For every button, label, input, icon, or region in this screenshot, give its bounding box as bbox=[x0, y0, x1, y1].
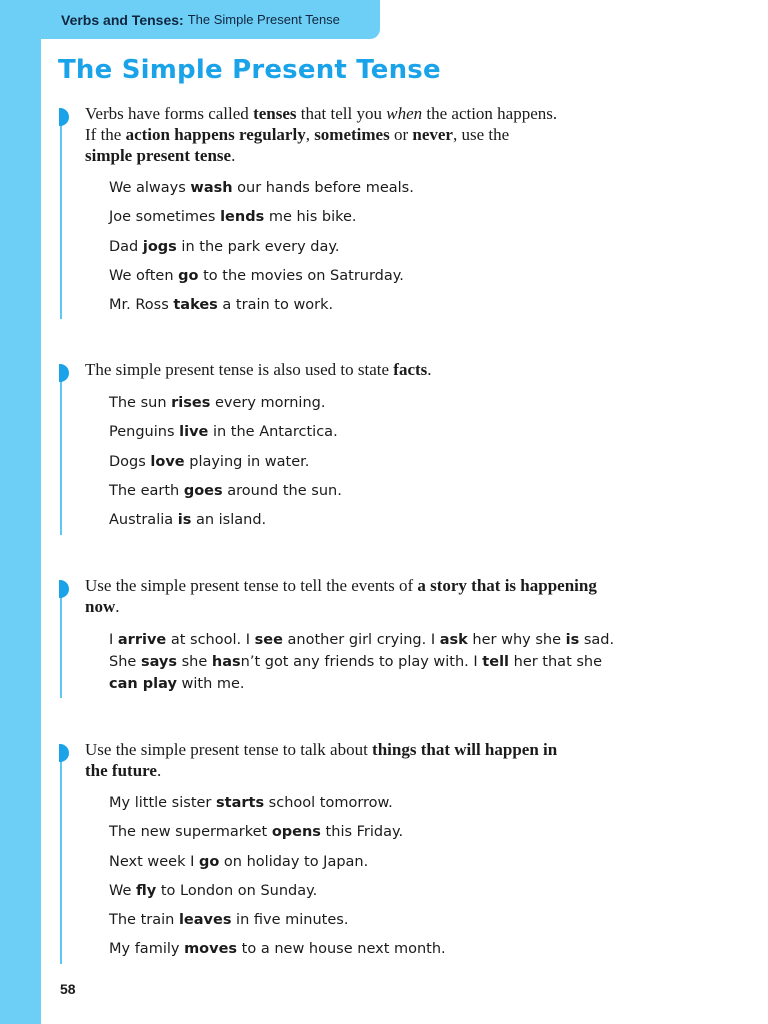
page-number: 58 bbox=[60, 981, 76, 997]
text-run: an island. bbox=[191, 512, 267, 529]
text-run: Australia bbox=[109, 512, 178, 529]
text-run: her why she bbox=[467, 632, 566, 648]
text-run: on holiday to Japan. bbox=[219, 853, 369, 870]
emphasis-text: arrive bbox=[117, 632, 167, 648]
section-rule bbox=[60, 749, 62, 964]
text-run: , bbox=[305, 125, 315, 144]
text-run: The simple present tense is also used to state bbox=[85, 360, 394, 379]
text-run: school tomorrow. bbox=[264, 795, 393, 811]
emphasis-text: facts bbox=[393, 360, 428, 379]
example-sentence bbox=[109, 789, 446, 818]
emphasis-text: go bbox=[178, 267, 199, 284]
text-run: she bbox=[177, 654, 212, 670]
section-story bbox=[58, 575, 708, 698]
text-run: We bbox=[109, 882, 137, 899]
section-intro bbox=[85, 575, 705, 617]
text-run: If the bbox=[85, 125, 126, 144]
emphasis-text: sometimes bbox=[314, 125, 390, 144]
text-run: Use the simple present tense to tell the events of bbox=[85, 576, 418, 595]
example-list bbox=[109, 389, 342, 535]
bullet-marker-icon bbox=[59, 364, 69, 382]
text-run: , use the bbox=[452, 125, 510, 144]
text-run: My family bbox=[109, 941, 185, 958]
text-run: her that she bbox=[509, 654, 603, 670]
text-run: Next week I bbox=[109, 853, 199, 870]
example-list bbox=[109, 789, 446, 965]
text-run: My little sister bbox=[109, 795, 217, 811]
section-future bbox=[58, 739, 708, 964]
emphasis-text: jogs bbox=[142, 238, 177, 255]
emphasis-text: is bbox=[177, 512, 192, 529]
text-run: The sun bbox=[109, 395, 172, 411]
example-sentence bbox=[109, 418, 342, 447]
section-rule bbox=[60, 585, 62, 698]
emphasis-text: wash bbox=[190, 180, 233, 196]
text-run: Dad bbox=[109, 238, 143, 255]
text-run: Verbs have forms called bbox=[85, 104, 254, 123]
text-run: I bbox=[109, 632, 118, 648]
chapter-topic: Verbs and Tenses: bbox=[61, 11, 184, 28]
text-run: We always bbox=[109, 180, 191, 196]
italic-text: when bbox=[386, 104, 423, 123]
emphasis-text: now bbox=[85, 597, 116, 616]
story-example bbox=[109, 629, 669, 695]
text-run: our hands before meals. bbox=[232, 180, 414, 196]
example-sentence bbox=[109, 906, 446, 935]
emphasis-text: can play bbox=[109, 676, 177, 692]
emphasis-text: is bbox=[565, 632, 580, 648]
emphasis-text: things that will happen in bbox=[372, 740, 558, 759]
text-run: this Friday. bbox=[320, 824, 404, 841]
text-run: in the park every day. bbox=[176, 238, 340, 255]
emphasis-text: tell bbox=[482, 654, 510, 670]
emphasis-text: see bbox=[254, 632, 283, 648]
text-run: Mr. Ross bbox=[109, 297, 174, 314]
text-run: to London on Sunday. bbox=[156, 882, 318, 899]
section-rule bbox=[60, 113, 62, 319]
example-sentence bbox=[109, 448, 342, 477]
example-sentence bbox=[109, 877, 446, 906]
text-run: The new supermarket bbox=[109, 824, 272, 841]
text-run: Dogs bbox=[109, 453, 151, 470]
text-run: in the Antarctica. bbox=[208, 424, 338, 441]
emphasis-text: opens bbox=[271, 824, 321, 841]
example-sentence bbox=[109, 174, 414, 203]
text-run: . bbox=[156, 761, 162, 780]
emphasis-text: tenses bbox=[253, 104, 297, 123]
bullet-marker-icon bbox=[59, 580, 69, 598]
bullet-marker-icon bbox=[59, 108, 69, 126]
example-sentence bbox=[109, 506, 342, 535]
emphasis-text: simple present tense bbox=[85, 146, 232, 165]
text-run: a train to work. bbox=[217, 297, 334, 314]
text-run: . bbox=[115, 597, 120, 616]
emphasis-text: goes bbox=[183, 482, 223, 499]
emphasis-text: rises bbox=[171, 395, 211, 411]
emphasis-text: go bbox=[198, 853, 220, 870]
text-run: the action happens. bbox=[422, 104, 558, 123]
chapter-subtopic: The Simple Present Tense bbox=[187, 12, 340, 27]
example-sentence bbox=[109, 233, 414, 262]
text-run: We often bbox=[109, 267, 179, 284]
emphasis-text: lends bbox=[220, 209, 265, 226]
text-run: every morning. bbox=[210, 395, 326, 411]
text-run: me his bike. bbox=[264, 209, 357, 226]
text-run: around the sun. bbox=[222, 482, 342, 499]
text-run: The train bbox=[109, 912, 179, 929]
example-sentence bbox=[109, 477, 342, 506]
text-run: The earth bbox=[109, 482, 184, 499]
emphasis-text: ask bbox=[439, 632, 468, 648]
example-sentence bbox=[109, 203, 414, 232]
chapter-header bbox=[41, 0, 380, 39]
emphasis-text: action happens regularly bbox=[125, 125, 306, 144]
text-run: . bbox=[231, 146, 236, 165]
emphasis-text: leaves bbox=[178, 912, 232, 929]
text-run: in five minutes. bbox=[231, 912, 349, 929]
text-run: playing in water. bbox=[184, 453, 310, 470]
text-run: n’t got any friends to play with. I bbox=[240, 654, 483, 670]
emphasis-text: fly bbox=[136, 882, 157, 899]
text-run: with me. bbox=[176, 676, 245, 692]
emphasis-text: moves bbox=[184, 941, 238, 958]
emphasis-text: starts bbox=[216, 795, 265, 811]
example-sentence bbox=[109, 848, 446, 877]
example-sentence bbox=[109, 389, 342, 418]
text-run: or bbox=[389, 125, 413, 144]
section-rule bbox=[60, 369, 62, 535]
page-title: The Simple Present Tense bbox=[58, 55, 441, 85]
text-run: another girl crying. I bbox=[282, 632, 440, 648]
text-run: Penguins bbox=[109, 424, 180, 441]
text-run: . bbox=[427, 360, 432, 379]
emphasis-text: love bbox=[150, 453, 185, 470]
example-sentence bbox=[109, 291, 414, 320]
left-margin-bar bbox=[0, 0, 41, 1024]
emphasis-text: the future bbox=[85, 761, 157, 780]
text-run: to a new house next month. bbox=[237, 941, 446, 958]
emphasis-text: says bbox=[140, 654, 177, 670]
text-run: She bbox=[109, 654, 141, 670]
section-intro bbox=[85, 739, 705, 781]
text-run: Use the simple present tense to talk about bbox=[85, 740, 373, 759]
bullet-marker-icon bbox=[59, 744, 69, 762]
section-regular-actions bbox=[58, 103, 708, 319]
text-run: Joe sometimes bbox=[109, 209, 221, 226]
text-run: to the movies on Satrurday. bbox=[198, 267, 404, 284]
emphasis-text: never bbox=[412, 125, 453, 144]
text-run: at school. I bbox=[166, 632, 255, 648]
emphasis-text: a story that is happening bbox=[417, 576, 597, 595]
example-sentence bbox=[109, 262, 414, 291]
example-sentence bbox=[109, 818, 446, 847]
text-run: that tell you bbox=[296, 104, 387, 123]
emphasis-text: takes bbox=[173, 297, 218, 314]
example-list bbox=[109, 174, 414, 320]
section-facts bbox=[58, 359, 708, 535]
section-intro bbox=[85, 103, 705, 166]
example-sentence bbox=[109, 935, 446, 964]
section-intro bbox=[85, 359, 705, 380]
text-run: sad. bbox=[579, 632, 615, 648]
emphasis-text: live bbox=[179, 424, 209, 441]
emphasis-text: has bbox=[211, 654, 241, 670]
